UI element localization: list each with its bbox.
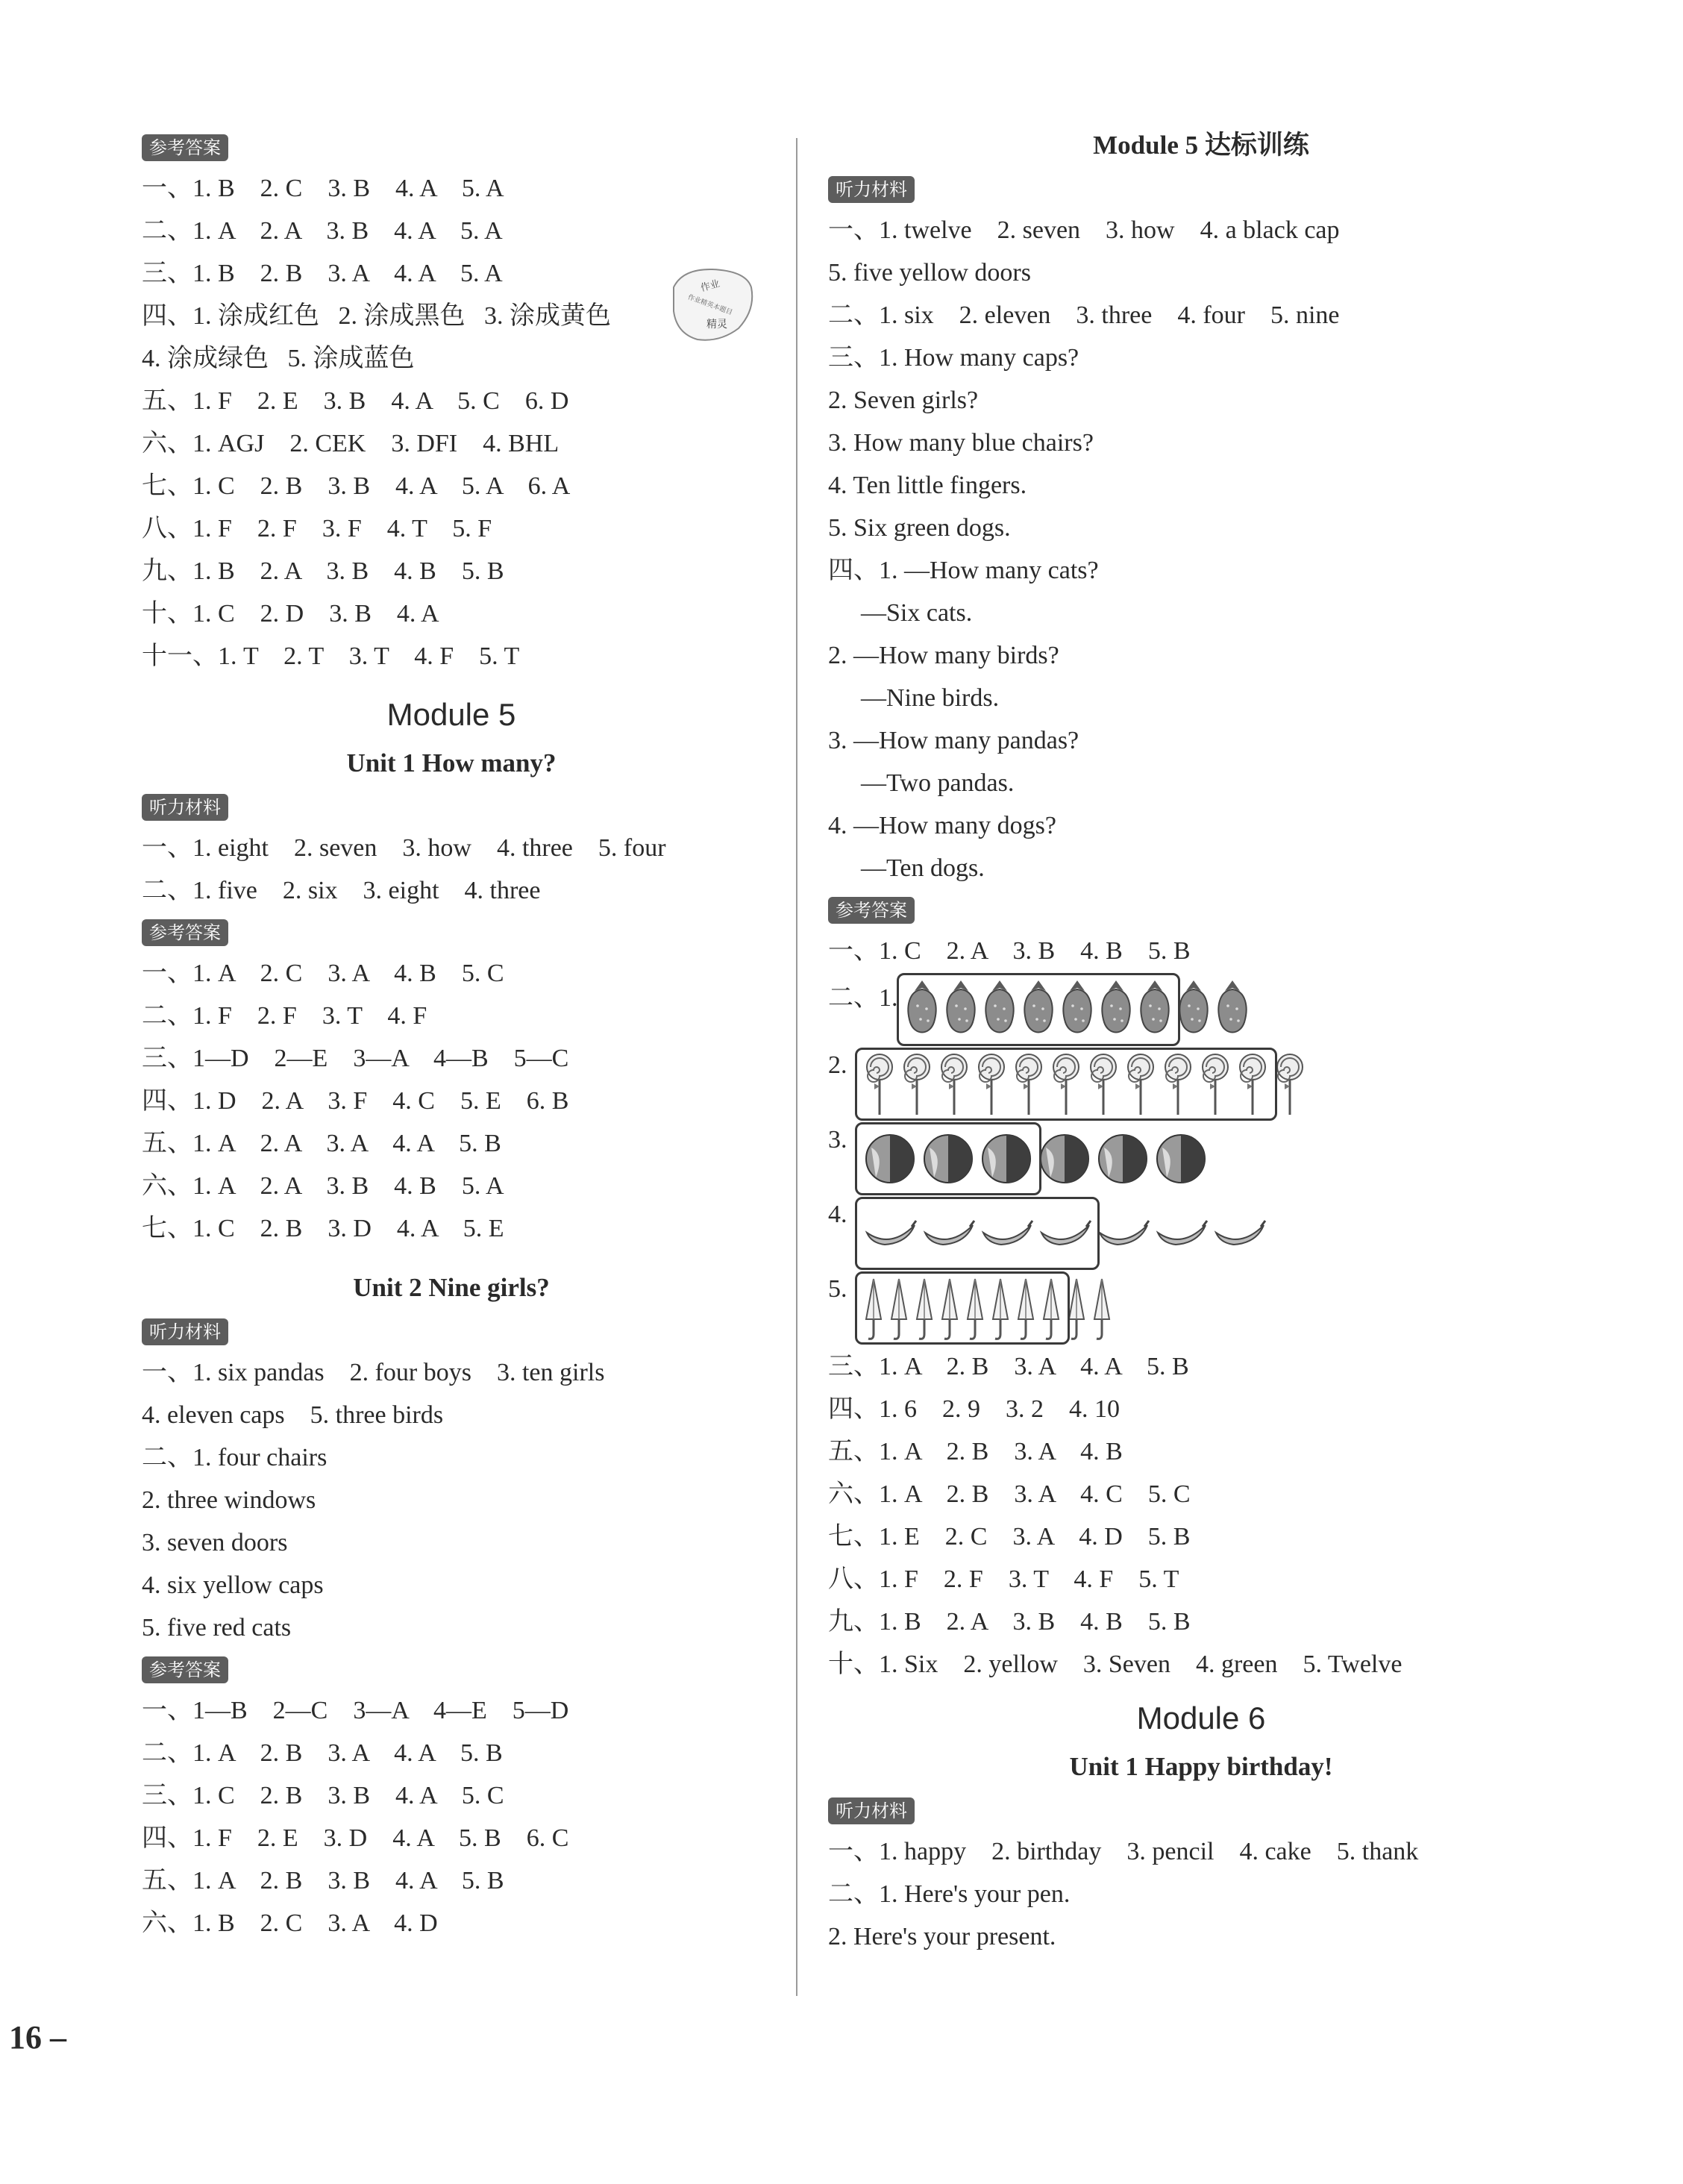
text-line: —Two pandas. xyxy=(861,769,1015,797)
text-line: 四、1. 6 2. 9 3. 2 4. 10 xyxy=(828,1395,1120,1423)
listening-badge: 听力材料 xyxy=(142,1318,228,1345)
answer-list xyxy=(142,1689,761,1944)
ball-icon xyxy=(1095,1125,1150,1192)
answers-badge: 参考答案 xyxy=(142,1656,228,1683)
picture-row-label: 2. xyxy=(828,1051,847,1079)
homework-stamp-icon xyxy=(668,265,757,347)
text-line: 5. five red cats xyxy=(142,1614,292,1642)
picture-row xyxy=(828,1121,1574,1196)
listening-list xyxy=(828,1830,1574,1958)
text-line: 一、1. six pandas 2. four boys 3. ten girls xyxy=(142,1359,605,1386)
text-line: 2. three windows xyxy=(142,1486,316,1514)
text-line: 5. Six green dogs. xyxy=(828,514,1011,542)
unit-title: Unit 1 How many? xyxy=(346,748,557,777)
picture-items xyxy=(858,1125,1209,1192)
text-line: 4. —How many dogs? xyxy=(828,812,1056,839)
answer-enclosure xyxy=(855,1271,1070,1345)
text-line: 二、1. F 2. F 3. T 4. F xyxy=(142,1002,427,1030)
module-title: Module 5 xyxy=(386,697,516,732)
listening-list xyxy=(828,209,1574,889)
text-line: 三、1. A 2. B 3. A 4. A 5. B xyxy=(828,1353,1189,1380)
answers-badge: 参考答案 xyxy=(142,134,228,161)
stamp-text-top: 作业 xyxy=(699,278,721,295)
text-line: 4. six yellow caps xyxy=(142,1571,324,1599)
picture-row-label: 4. xyxy=(828,1201,847,1228)
text-line: 六、1. A 2. A 3. B 4. B 5. A xyxy=(142,1172,504,1200)
answers-badge: 参考答案 xyxy=(142,919,228,946)
text-line: 二、1. six 2. eleven 3. three 4. four 5. nine xyxy=(828,301,1340,329)
picture-row xyxy=(828,972,1574,1047)
text-line: 十、1. Six 2. yellow 3. Seven 4. green 5. Twelve xyxy=(828,1650,1402,1678)
text-line: 一、1. twelve 2. seven 3. how 4. a black cap xyxy=(828,216,1340,244)
text-line: 五、1. A 2. B 3. A 4. B xyxy=(828,1438,1123,1465)
module-title: Module 6 xyxy=(1136,1700,1266,1736)
picture-row xyxy=(828,1047,1574,1121)
ball-icon xyxy=(1037,1125,1092,1192)
text-line: 2. Here's your present. xyxy=(828,1923,1056,1950)
text-line: 二、1. four chairs xyxy=(142,1444,327,1471)
section-title: Module 5 达标训练 xyxy=(1093,131,1309,160)
text-line: —Ten dogs. xyxy=(861,854,985,882)
text-line: 三、1. B 2. B 3. A 4. A 5. A xyxy=(142,260,503,287)
text-line: 3. —How many pandas? xyxy=(828,727,1079,754)
strawberry-icon xyxy=(1176,976,1212,1043)
text-line: 2. —How many birds? xyxy=(828,642,1059,669)
text-line: 一、1. A 2. C 3. A 4. B 5. C xyxy=(142,960,504,987)
text-line: 二、1. A 2. B 3. A 4. A 5. B xyxy=(142,1739,503,1767)
text-line: 4. eleven caps 5. three birds xyxy=(142,1401,444,1429)
text-line: 一、1—B 2—C 3—A 4—E 5—D xyxy=(142,1697,569,1724)
listening-badge: 听力材料 xyxy=(142,794,228,821)
banana-icon xyxy=(1153,1200,1209,1267)
picture-row xyxy=(828,1271,1574,1345)
unit-title: Unit 1 Happy birthday! xyxy=(1069,1752,1333,1781)
answer-list xyxy=(142,167,761,678)
text-line: 四、1. —How many cats? xyxy=(828,557,1099,584)
text-line: 二、1. A 2. A 3. B 4. A 5. A xyxy=(142,217,503,245)
column-divider xyxy=(796,138,797,1996)
answer-enclosure xyxy=(855,1048,1277,1121)
umbrella-icon xyxy=(1091,1274,1113,1342)
text-line: 七、1. C 2. B 3. B 4. A 5. A 6. A xyxy=(142,472,571,500)
unit-title: Unit 2 Nine girls? xyxy=(353,1273,550,1302)
text-line: 五、1. F 2. E 3. B 4. A 5. C 6. D xyxy=(142,387,569,415)
banana-icon xyxy=(1212,1200,1267,1267)
text-line: 2. Seven girls? xyxy=(828,387,979,414)
listening-badge: 听力材料 xyxy=(828,176,915,203)
picture-items xyxy=(858,1051,1307,1118)
text-line: 一、1. happy 2. birthday 3. pencil 4. cake 5. thank xyxy=(828,1838,1419,1865)
text-line: 四、1. D 2. A 3. F 4. C 5. E 6. B xyxy=(142,1087,569,1115)
listening-badge: 听力材料 xyxy=(828,1797,915,1824)
stamp-text-bottom: 精灵 xyxy=(706,319,727,331)
lollipop-icon xyxy=(1273,1051,1307,1118)
text-line: 八、1. F 2. F 3. F 4. T 5. F xyxy=(142,515,492,542)
answer-list xyxy=(828,1345,1574,1686)
text-line: 九、1. B 2. A 3. B 4. B 5. B xyxy=(142,557,504,585)
text-line: —Six cats. xyxy=(861,599,973,627)
text-line: 五、1. A 2. B 3. B 4. A 5. B xyxy=(142,1867,504,1894)
listening-list xyxy=(142,1351,761,1649)
text-line: 十、1. C 2. D 3. B 4. A xyxy=(142,600,439,628)
text-line: 一、1. eight 2. seven 3. how 4. three 5. four xyxy=(142,834,666,862)
picture-answers xyxy=(828,972,1574,1345)
ball-icon xyxy=(1153,1125,1209,1192)
picture-items xyxy=(858,1200,1267,1267)
text-line: 六、1. A 2. B 3. A 4. C 5. C xyxy=(828,1480,1191,1508)
text-line: 八、1. F 2. F 3. T 4. F 5. T xyxy=(828,1565,1179,1593)
answer-line: 一、1. C 2. A 3. B 4. B 5. B xyxy=(828,937,1191,965)
text-line: —Nine birds. xyxy=(861,684,1000,712)
text-line: 三、1. C 2. B 3. B 4. A 5. C xyxy=(142,1782,504,1809)
text-line: 六、1. B 2. C 3. A 4. D xyxy=(142,1909,438,1937)
page-number: 16 – xyxy=(9,2019,66,2056)
listening-list xyxy=(142,827,761,912)
text-line: 七、1. C 2. B 3. D 4. A 5. E xyxy=(142,1215,504,1242)
text-line: 4. Ten little fingers. xyxy=(828,472,1027,499)
text-line: 一、1. B 2. C 3. B 4. A 5. A xyxy=(142,175,504,202)
text-line: 七、1. E 2. C 3. A 4. D 5. B xyxy=(828,1523,1191,1551)
picture-row xyxy=(828,1196,1574,1271)
text-line: 四、1. F 2. E 3. D 4. A 5. B 6. C xyxy=(142,1824,569,1852)
text-line: 五、1. A 2. A 3. A 4. A 5. B xyxy=(142,1130,501,1157)
answer-enclosure xyxy=(897,973,1180,1046)
text-line: 三、1—D 2—E 3—A 4—B 5—C xyxy=(142,1045,569,1072)
answers-badge: 参考答案 xyxy=(828,897,915,924)
answer-enclosure xyxy=(855,1122,1041,1195)
text-line: 5. five yellow doors xyxy=(828,259,1031,287)
text-line: 3. How many blue chairs? xyxy=(828,429,1094,457)
text-line: 二、1. five 2. six 3. eight 4. three xyxy=(142,877,541,904)
left-column xyxy=(142,127,761,1944)
right-column xyxy=(828,127,1574,1958)
text-line: 三、1. How many caps? xyxy=(828,344,1079,372)
picture-row-label: 3. xyxy=(828,1126,847,1154)
text-line: 四、1. 涂成红色 2. 涂成黑色 3. 涂成黄色 xyxy=(142,302,611,330)
picture-row-label: 5. xyxy=(828,1275,847,1303)
text-line: 九、1. B 2. A 3. B 4. B 5. B xyxy=(828,1608,1191,1636)
strawberry-icon xyxy=(1215,976,1250,1043)
text-line: 4. 涂成绿色 5. 涂成蓝色 xyxy=(142,345,415,372)
picture-items xyxy=(858,1274,1113,1342)
text-line: 3. seven doors xyxy=(142,1529,288,1556)
answer-enclosure xyxy=(855,1197,1100,1270)
picture-row-label: 二、1. xyxy=(828,984,898,1012)
stamp-text-middle: 作业精英本题目 xyxy=(686,293,734,317)
text-line: 六、1. AGJ 2. CEK 3. DFI 4. BHL xyxy=(142,430,560,457)
answer-list xyxy=(142,952,761,1250)
picture-items xyxy=(900,976,1250,1043)
text-line: 十一、1. T 2. T 3. T 4. F 5. T xyxy=(142,642,520,670)
banana-icon xyxy=(1095,1200,1150,1267)
text-line: 二、1. Here's your pen. xyxy=(828,1880,1071,1908)
